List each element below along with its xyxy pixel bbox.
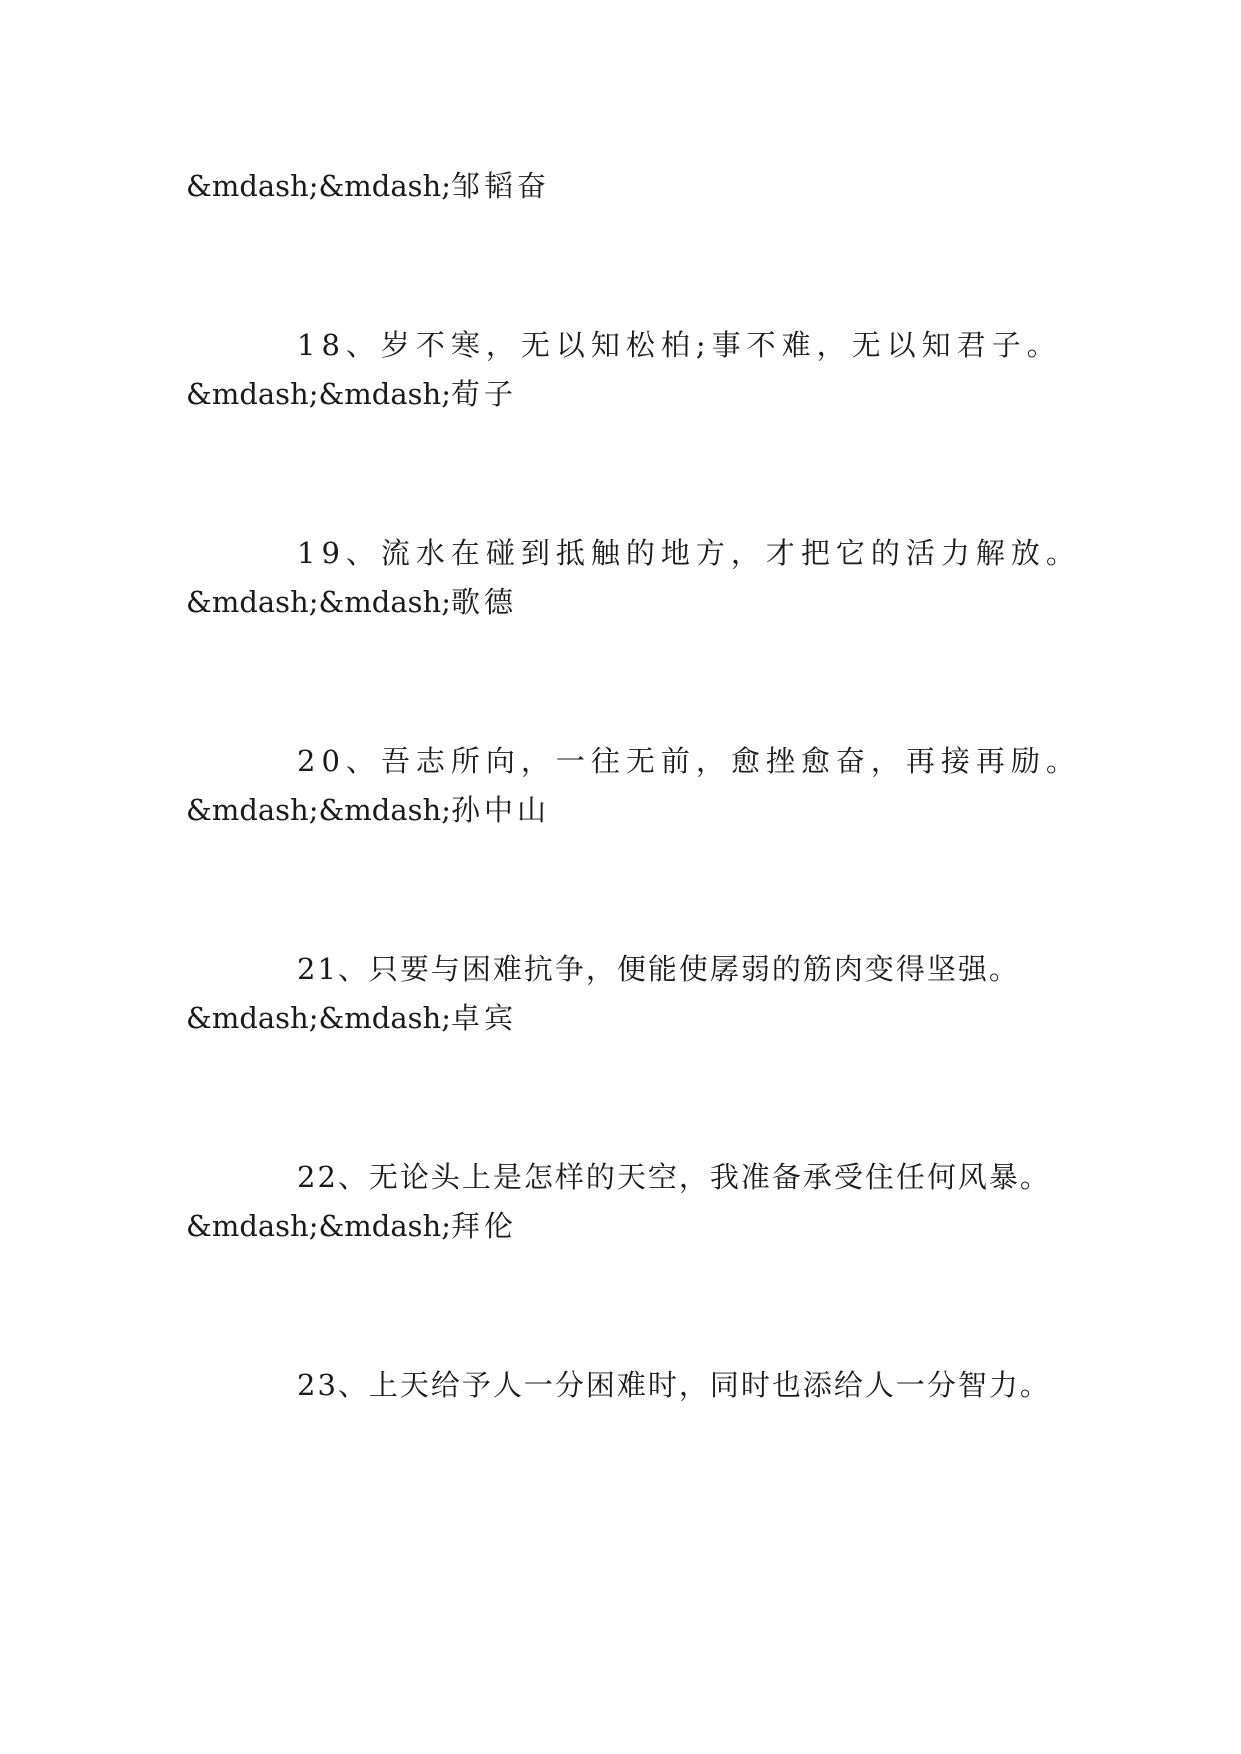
attribution-dash: &mdash;&mdash; <box>186 793 451 827</box>
quote-line: 18、岁不寒，无以知松柏;事不难，无以知君子。 <box>297 328 1062 362</box>
attribution-dash: &mdash;&mdash; <box>186 169 451 203</box>
attribution-dash: &mdash;&mdash; <box>186 1001 451 1035</box>
attribution-line <box>186 790 550 830</box>
attribution-dash: &mdash;&mdash; <box>186 585 451 619</box>
attribution-line <box>186 998 517 1038</box>
quote-line: 20、吾志所向，一往无前，愈挫愈奋，再接再励。 <box>297 744 1081 778</box>
quote-line: 21、只要与困难抗争，便能使孱弱的筋肉变得坚强。 <box>297 952 1020 986</box>
attribution-author: 歌德 <box>451 585 518 619</box>
attribution-line <box>186 582 517 622</box>
attribution-author: 荀子 <box>451 377 518 411</box>
attribution-author: 拜伦 <box>451 1209 518 1243</box>
attribution-author: 孙中山 <box>451 793 551 827</box>
attribution-author: 卓宾 <box>451 1001 518 1035</box>
attribution-dash: &mdash;&mdash; <box>186 377 451 411</box>
quote-line: 22、无论头上是怎样的天空，我准备承受住任何风暴。 <box>297 1160 1051 1194</box>
quote-line: 19、流水在碰到抵触的地方，才把它的活力解放。 <box>297 536 1081 570</box>
attribution-dash: &mdash;&mdash; <box>186 1209 451 1243</box>
attribution-line <box>186 1206 517 1246</box>
attribution-author: 邹韬奋 <box>451 169 551 203</box>
attribution-line <box>186 166 550 206</box>
attribution-line <box>186 374 517 414</box>
quote-line: 23、上天给予人一分困难时，同时也添给人一分智力。 <box>297 1368 1051 1402</box>
